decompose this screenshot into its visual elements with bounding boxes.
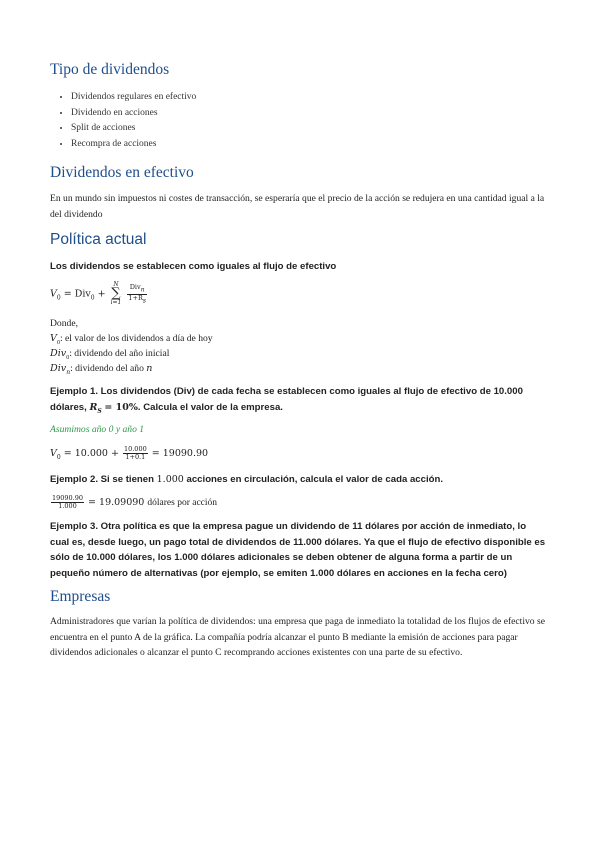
section-title-efectivo: Dividendos en efectivo [50, 164, 194, 181]
fraction: $\frac{19090.90}{1.000}$ [52, 494, 84, 510]
ejemplo1-line1: Ejemplo 1. Los dividendos (Div) de cada fecha se establecen como iguales al flujo de efectivo de 10.000 [50, 386, 523, 397]
donde-label: Donde, [50, 318, 78, 329]
ejemplo1-line2: dólares, $R_S = 10\%$. Calcula el valor de la empresa. [50, 402, 283, 415]
list-item: • Dividendo en acciones [71, 106, 196, 122]
equation-example2: $\frac{19090.90}{1.000}$ = 19.09090 dólares por acción [52, 494, 218, 510]
empresas-paragraph: Administradores que varían la política de dividendos: una empresa que paga de inmediato la totalidad de los flujos de efectivo se encuentra en el punto A de la gráfica. La compañía podría alcanzar el punto B mediante la emisión de acciones para pagar dividendos adicionales o alcanzar el punto C recomprando acciones existentes con una parte de su efectivo. [50, 616, 545, 658]
definition-v0: $V_0$: el valor de los dividendos a día de hoy [50, 333, 213, 346]
fraction: $\frac{10.000}{1+0.1}$ [123, 445, 147, 461]
list-item: • Dividendos regulares en efectivo [71, 90, 196, 106]
ejemplo2: Ejemplo 2. Si se tienen 1.000 acciones en circulación, calcula el valor de cada acción. [50, 474, 444, 485]
summation: N ∑ i=1 [110, 281, 122, 306]
efectivo-paragraph: En un mundo sin impuestos ni costes de transacción, se esperaría que el precio de la acción se redujera en una cantidad igual a la del dividendo [50, 193, 545, 220]
list-item: • Split de acciones [71, 121, 196, 137]
section-title-tipo: Tipo de dividendos [50, 61, 170, 78]
equation-example1: $V_0 = 10.000$ + $\frac{10.000}{1+0.1}$ = 19090.90 [50, 445, 209, 461]
definition-div0: Div$_0$: dividendo del año inicial [50, 348, 170, 361]
equation-firm-value: $V_0 = Div_0 + N$ ∑ i=1 $\frac{Div_n}{1+R_s}$ [50, 281, 146, 306]
assumption-note: Asumimos año 0 y año 1 [50, 424, 145, 435]
list-item: • Recompra de acciones [71, 137, 196, 153]
ejemplo3: Ejemplo 3. Otra política es que la empresa pague un dividendo de 11 dólares por acción de inmediato, lo cual es, desde luego, un pago total de dividendos de 11.000 dólares. Ya que el flujo de efectivo disponible es sólo de 10.000 dólares, los 1.000 dólares adicionales se deben obtener de alguna forma a partir de un pequeño número de alternativas (por ejemplo, se emiten 1.000 dólares en acciones en la fecha cero) [50, 521, 546, 579]
dividend-types-list [58, 90, 196, 152]
section-title-politica: Política actual [50, 231, 147, 248]
definition-divn: Div$_n$: dividendo del año n [50, 363, 153, 376]
politica-statement: Los dividendos se establecen como iguales al flujo de efectivo [50, 261, 337, 272]
section-title-empresas: Empresas [50, 588, 111, 605]
fraction: $\frac{Div_n}{1+R_s}$ [128, 283, 146, 304]
